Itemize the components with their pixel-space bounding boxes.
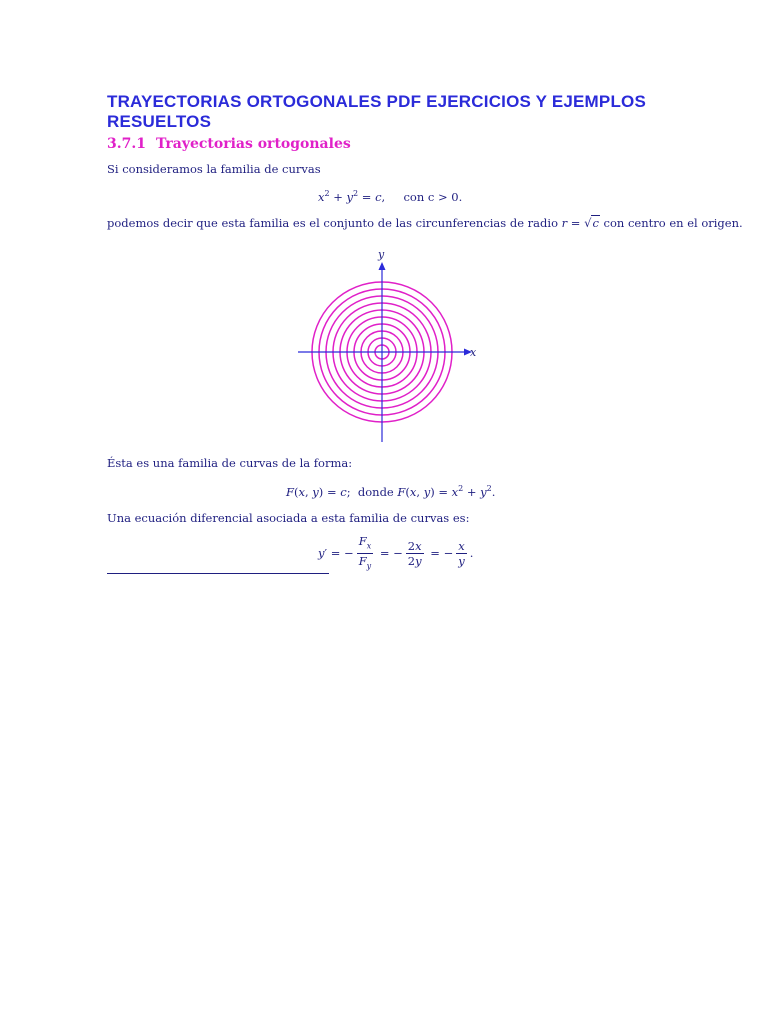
paragraph-radius: podemos decir que esta familia es el conjunto de las circunferencias de radio r = √c con centro en el origen.	[107, 216, 743, 230]
section-title: Trayectorias ortogonales	[155, 136, 351, 152]
footnote-rule	[107, 573, 329, 574]
equation-condition: con c > 0.	[403, 189, 463, 204]
equation-differential: y′ = − $\frac{F_x}{F_y}$ = − $\frac{2x}{2y}$ = − $\frac{x}{y}$ .	[318, 534, 474, 571]
section-heading	[107, 136, 351, 152]
paragraph-differential: Una ecuación diferencial asociada a esta familia de curvas es:	[107, 511, 470, 525]
concentric-circles-figure	[290, 246, 480, 446]
x-axis-label: x	[470, 346, 477, 359]
y-axis-arrow	[379, 262, 386, 270]
section-number: 3.7.1	[107, 136, 146, 152]
paragraph-radius-end: con centro en el origen.	[603, 216, 743, 230]
equation-function-form: F(x, y) = c; donde F(x, $y) = x^2 + y^2$.	[286, 484, 496, 499]
y-axis-label: y	[378, 248, 385, 261]
equation-connector: donde	[357, 484, 394, 499]
page-title: TRAYECTORIAS ORTOGONALES PDF EJERCICIOS Y EJEMPLOS RESUELTOS	[107, 92, 647, 131]
paragraph-radius-start: podemos decir que esta familia es el conjunto de las circunferencias de radio	[107, 216, 558, 230]
paragraph-family-form: Ésta es una familia de curvas de la forma:	[107, 456, 353, 470]
paragraph-intro: Si consideramos la familia de curvas	[107, 162, 321, 176]
equation-circle-family: $x^2 + y^2 = c$, con c > 0.	[318, 189, 463, 204]
